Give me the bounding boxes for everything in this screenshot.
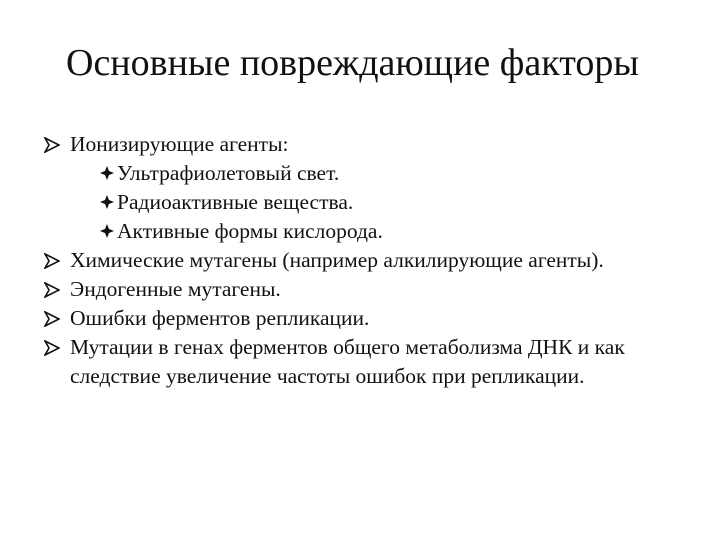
list-item-text: Мутации в генах ферментов общего метаболизма ДНК и как (70, 335, 625, 359)
sub-list-item-text: Активные формы кислорода. (117, 219, 383, 243)
arrow-bullet-icon (44, 340, 60, 356)
list-item-text: Химические мутагены (например алкилирующие агенты). (70, 248, 604, 272)
diamond-bullet-icon (99, 194, 115, 210)
list-item-text-continued: следствие увеличение частоты ошибок при репликации. (70, 364, 585, 388)
list-item (44, 130, 704, 159)
sub-list-item (44, 217, 704, 246)
list-item-text: Ионизирующие агенты: (70, 132, 289, 156)
sub-list-item-text: Радиоактивные вещества. (117, 190, 354, 214)
sub-list-item-text: Ультрафиолетовый свет. (117, 161, 340, 185)
list-item-text: Ошибки ферментов репликации. (70, 306, 370, 330)
list-item-text: Эндогенные мутагены. (70, 277, 281, 301)
diamond-bullet-icon (99, 165, 115, 181)
slide-title: Основные повреждающие факторы (66, 42, 639, 84)
arrow-bullet-icon (44, 137, 60, 153)
diamond-bullet-icon (99, 223, 115, 239)
arrow-bullet-icon (44, 282, 60, 298)
list-item (44, 275, 704, 304)
list-item (44, 246, 704, 275)
bullet-list (44, 130, 704, 391)
sub-list-item (44, 159, 704, 188)
sub-list-item (44, 188, 704, 217)
arrow-bullet-icon (44, 253, 60, 269)
arrow-bullet-icon (44, 311, 60, 327)
list-item (44, 304, 704, 333)
list-item (44, 333, 704, 391)
